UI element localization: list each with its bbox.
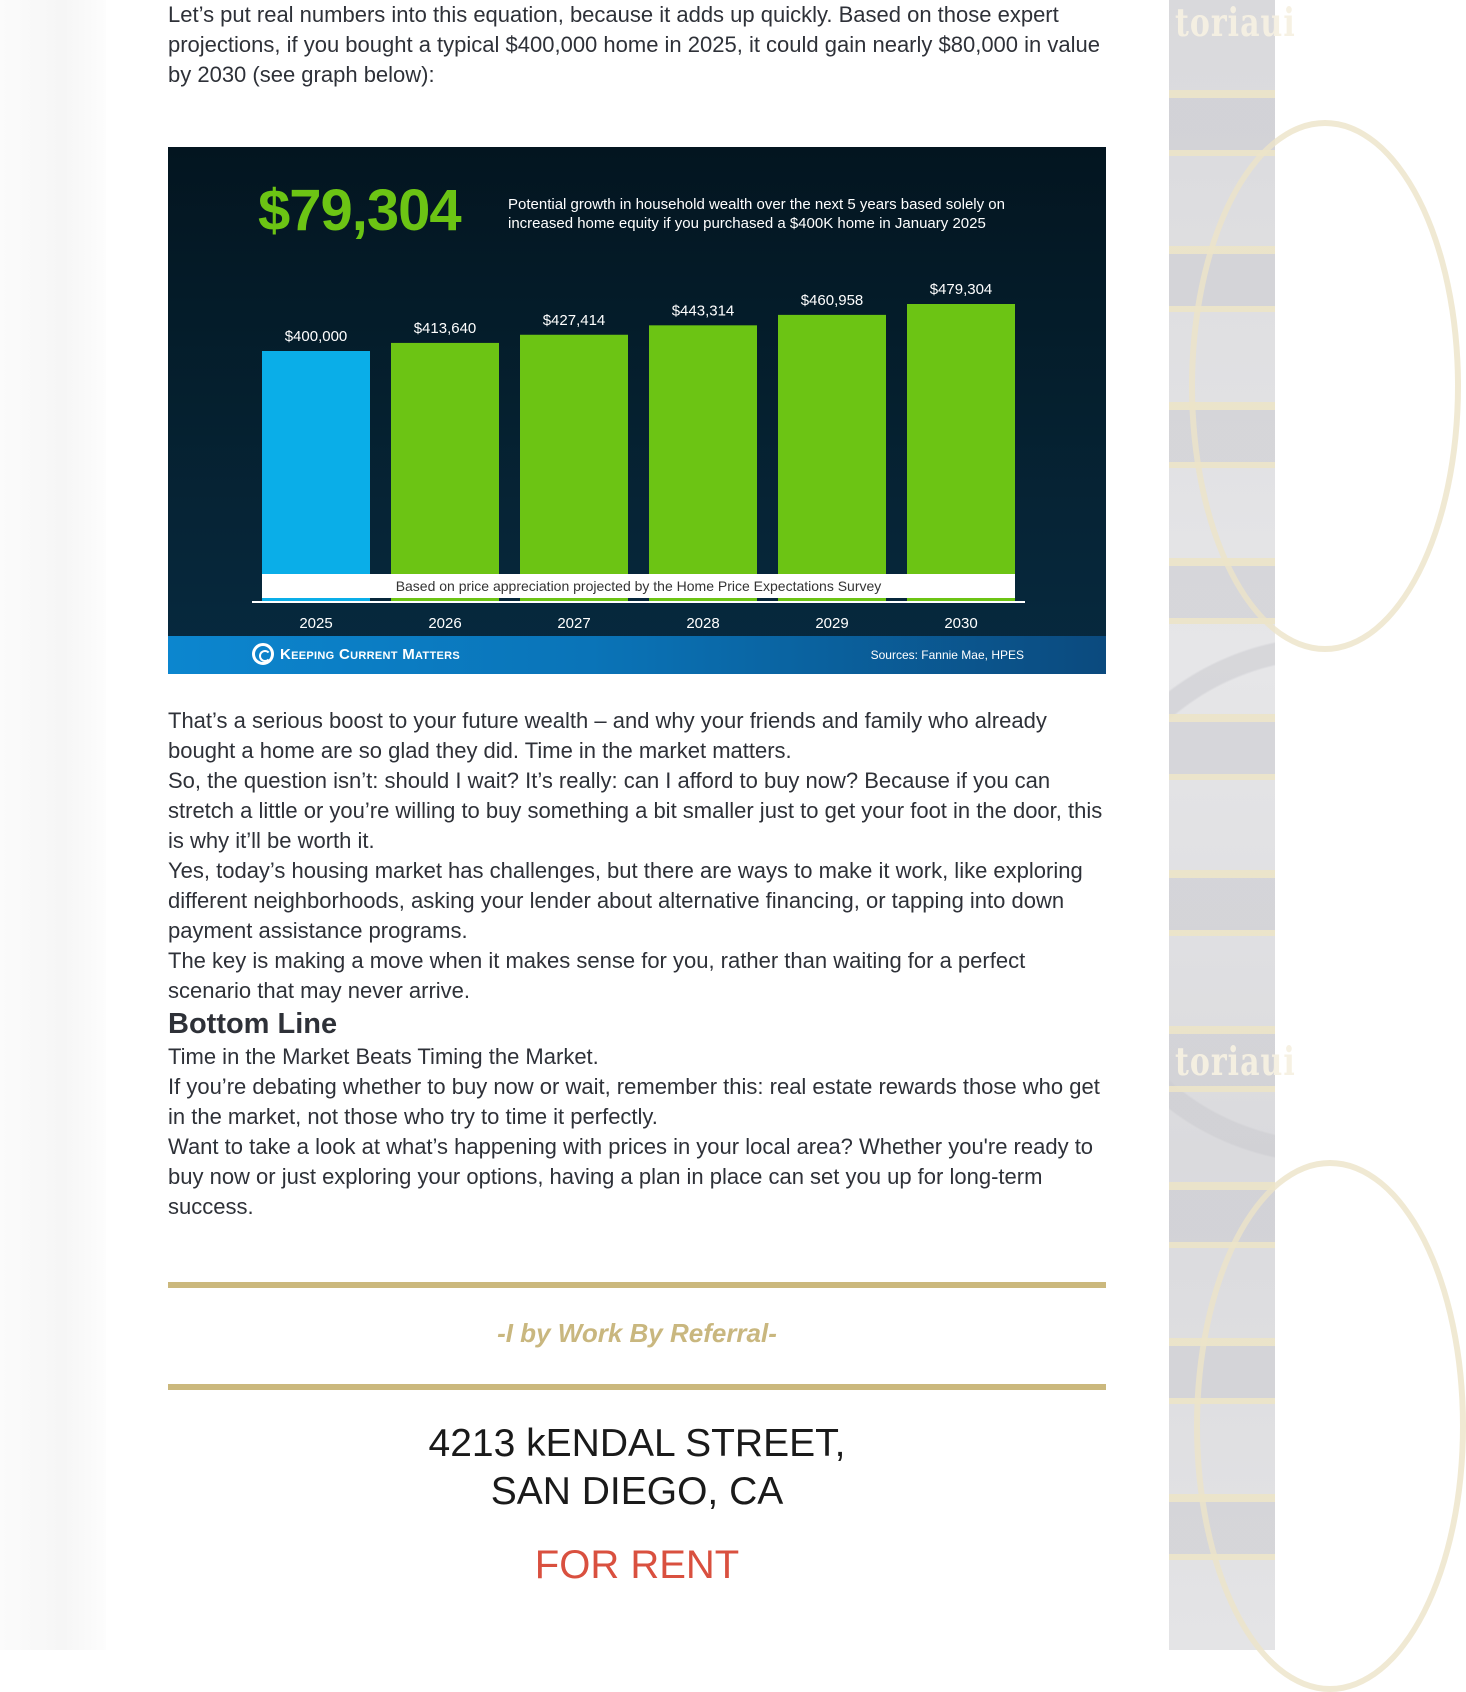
x-tick-label: 2030 [944, 615, 978, 632]
bar-value-label: $400,000 [284, 328, 348, 345]
body-paragraph: Want to take a look at what’s happening with prices in your local area? Whether you're ready to buy now or just exploring your options, having a plan in place can set you up for long-term success. [168, 1134, 1094, 1219]
bar-value-label: $479,304 [929, 281, 993, 298]
bottom-line-subtitle: Time in the Market Beats Timing the Market. [168, 1044, 599, 1069]
home-equity-chart [168, 147, 1106, 674]
listing-status: FOR RENT [534, 1543, 740, 1587]
x-tick-label: 2026 [428, 615, 462, 632]
decorative-background-panel [1169, 0, 1296, 1650]
decorative-arc [1189, 120, 1461, 652]
brand-logo [252, 643, 460, 665]
gold-divider-top [168, 1282, 1106, 1288]
article-body [168, 706, 1106, 1222]
body-paragraph: That’s a serious boost to your future wealth – and why your friends and family who already bought a home are so glad they did. Time in the market matters. [168, 708, 1047, 763]
bar-2026 [391, 343, 499, 602]
body-paragraph: So, the question isn’t: should I wait? It’s really: can I afford to buy now? Because if you can stretch a little or you’re willing to buy something a bit smaller just to get your foot in the door, this is why it’ll be worth it. [168, 768, 1103, 853]
chart-headline-value: $79,304 [258, 178, 461, 243]
bar-2030 [907, 304, 1015, 602]
bottom-line-heading: Bottom Line [168, 1008, 338, 1040]
bar-2025 [262, 351, 370, 602]
brand-name: Keeping Current Matters [280, 645, 460, 663]
bar-2029 [778, 315, 886, 602]
bar-2027 [520, 335, 628, 602]
referral-tagline: -I by Work By Referral- [497, 1318, 777, 1348]
x-tick-label: 2029 [815, 615, 849, 632]
address-city: SAN DIEGO, CA [490, 1470, 784, 1513]
address-street: 4213 kENDAL STREET, [428, 1422, 846, 1465]
body-paragraph: If you’re debating whether to buy now or wait, remember this: real estate rewards those who get in the market, not those who try to time it perfectly. [168, 1074, 1100, 1129]
decorative-arc [1194, 1160, 1466, 1692]
bar-value-label: $460,958 [800, 291, 864, 309]
left-background-panel [0, 0, 106, 1650]
swirl-logo-icon [252, 643, 274, 665]
chart-footer-band [168, 636, 1106, 674]
bar-value-label: $413,640 [413, 319, 477, 337]
property-address [168, 1420, 1106, 1516]
body-paragraph: The key is making a move when it makes sense for you, rather than waiting for a perfect scenario that may never arrive. [168, 948, 1026, 1003]
body-paragraph: Yes, today’s housing market has challenges, but there are ways to make it work, like exploring different neighborhoods, asking your lender about alternative financing, or tapping into down payment assistance programs. [168, 858, 1083, 943]
decorative-lettering: toriaui [1175, 1039, 1296, 1086]
x-tick-label: 2027 [557, 615, 591, 632]
bar-value-label: $427,414 [542, 311, 606, 329]
bar-2028 [649, 325, 757, 602]
annotation-text: Based on price appreciation projected by the Home Price Expectations Survey [395, 578, 882, 594]
gold-divider-bottom [168, 1384, 1106, 1390]
x-tick-label: 2028 [686, 615, 720, 632]
chart-title: Potential growth in household wealth over the next 5 years based solely on increased home equity if you purchased a $400K home in January 2025 [508, 196, 1005, 232]
bar-value-label: $443,314 [671, 302, 735, 320]
x-tick-label: 2025 [299, 615, 333, 632]
chart-plot [168, 147, 1106, 636]
chart-sources: Sources: Fannie Mae, HPES [870, 648, 1024, 662]
decorative-lettering: toriaui [1175, 0, 1296, 47]
intro-paragraph: Let’s put real numbers into this equation, because it adds up quickly. Based on those expert projections, if you bought a typical $400,000 home in 2025, it could gain nearly $80,000 in value by 2030 (see graph below): [168, 2, 1100, 87]
